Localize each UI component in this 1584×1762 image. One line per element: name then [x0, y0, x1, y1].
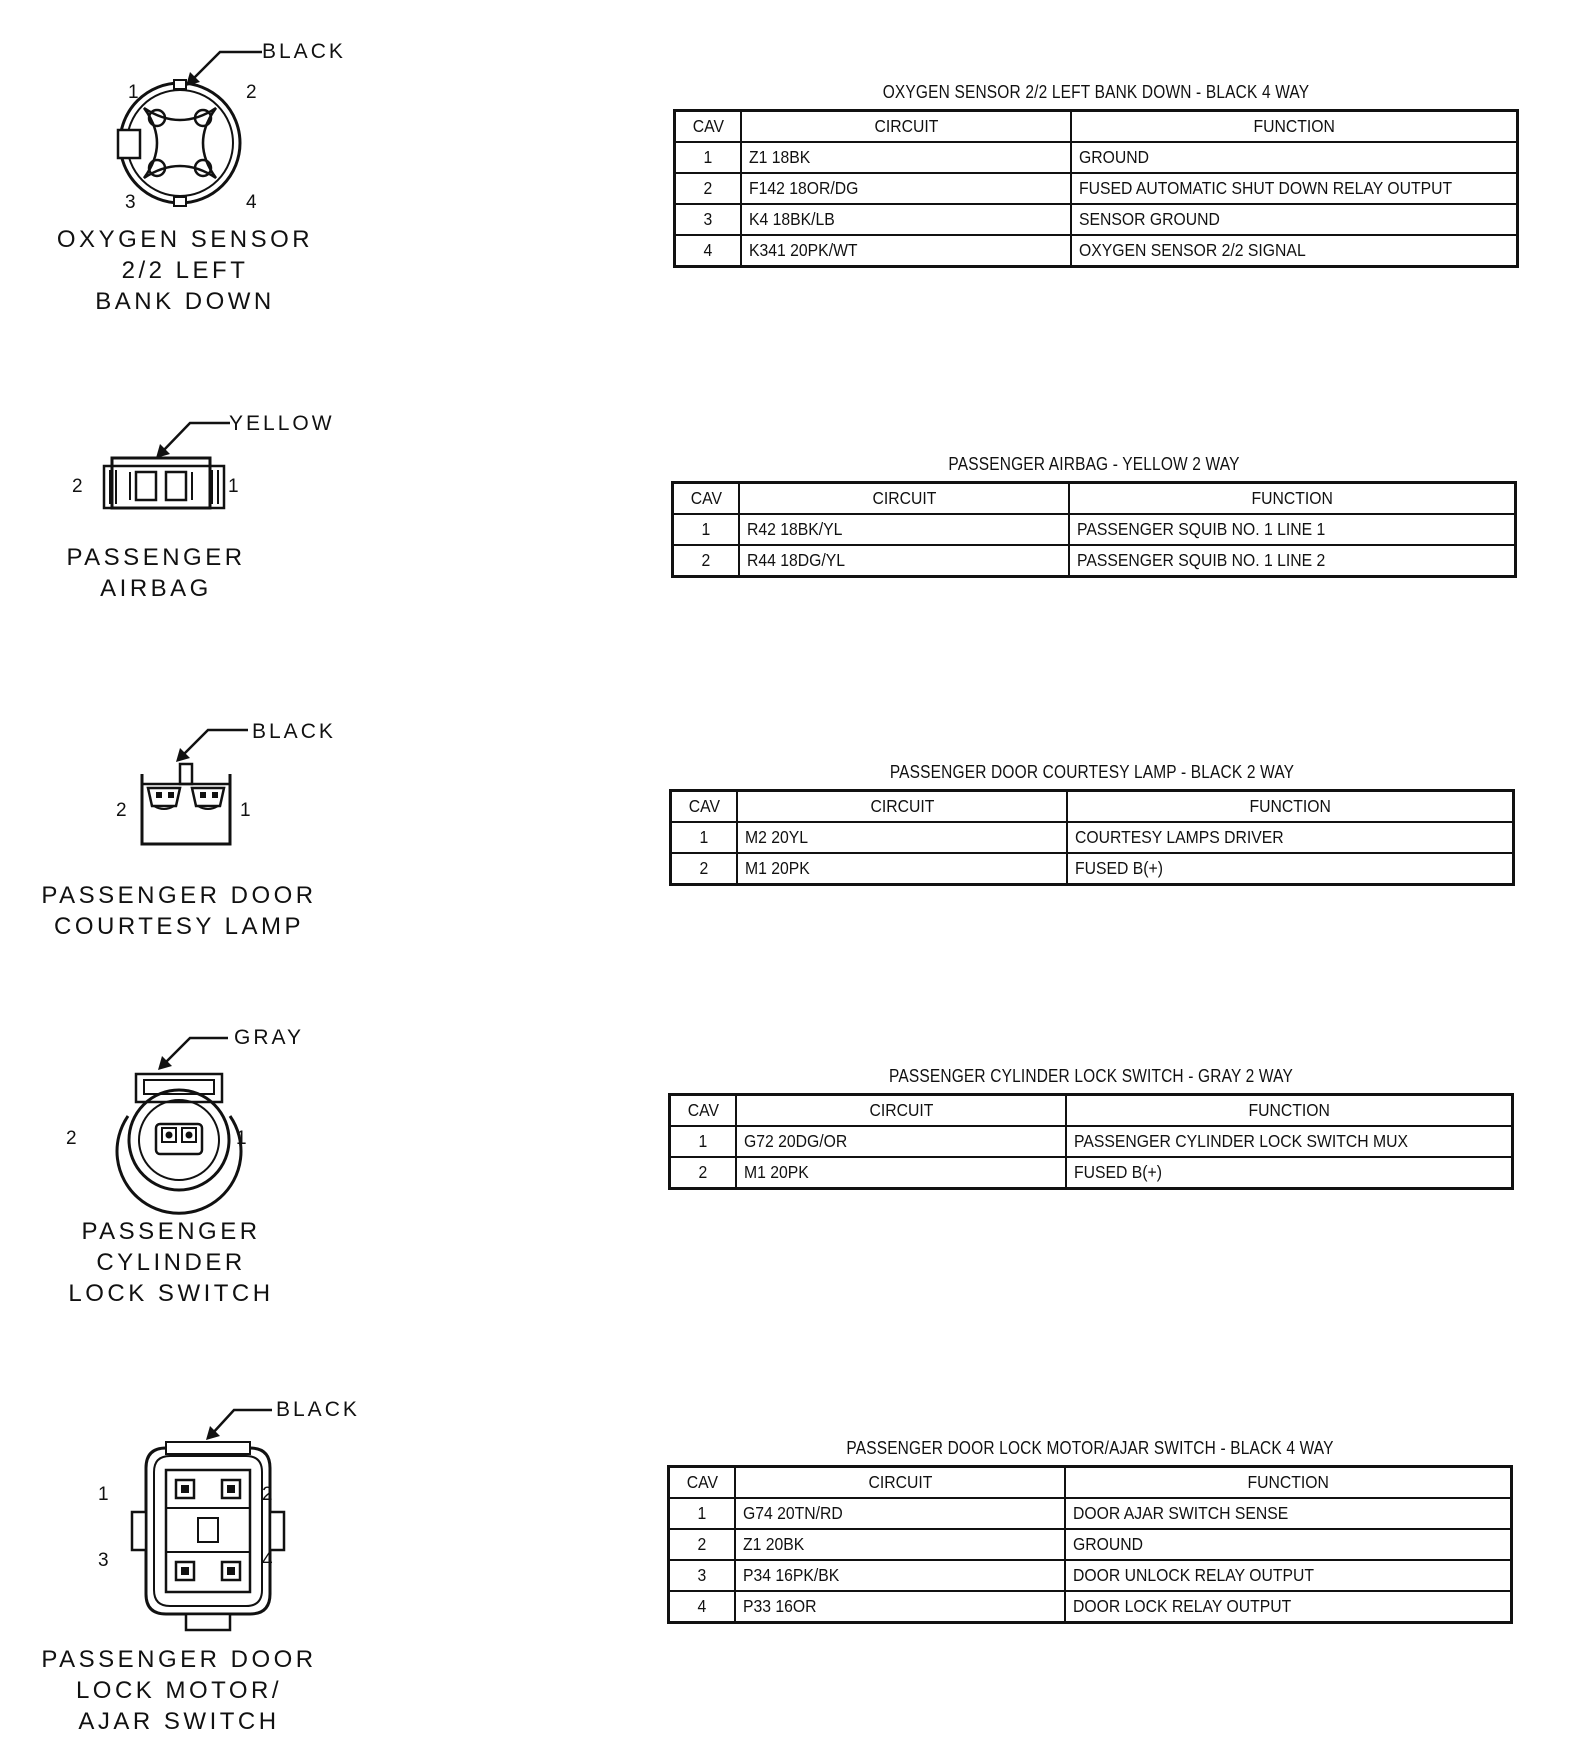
column-header-cav: CAV: [669, 1467, 736, 1499]
table-row: [670, 1157, 1513, 1189]
table-header-row: [669, 1467, 1512, 1499]
function-cell: FUSED AUTOMATIC SHUT DOWN RELAY OUTPUT: [1071, 173, 1518, 204]
table-row: [675, 173, 1518, 204]
connector-diagram-cylinder-lock-switch: [40, 1020, 380, 1320]
column-header-function: FUNCTION: [1067, 791, 1514, 823]
pinout-table-cylinder-lock-switch: [668, 1066, 1514, 1190]
function-cell: DOOR UNLOCK RELAY OUTPUT: [1065, 1560, 1512, 1591]
pinout-table-door-lock-motor: [667, 1438, 1513, 1624]
cav-cell: 1: [669, 1498, 736, 1529]
circuit-cell: F142 18OR/DG: [741, 173, 1071, 204]
connector-color-label: GRAY: [234, 1026, 304, 1049]
caption-line: BANK DOWN: [95, 288, 275, 315]
circuit-cell: R42 18BK/YL: [739, 514, 1069, 545]
table-title: OXYGEN SENSOR 2/2 LEFT BANK DOWN - BLACK 4 WAY: [882, 82, 1310, 102]
column-header-circuit: CIRCUIT: [739, 483, 1069, 515]
pinout-table: [668, 1093, 1514, 1190]
cav-cell: 3: [675, 204, 742, 235]
pinout-table-oxygen-sensor: [673, 82, 1519, 268]
table-title: PASSENGER DOOR LOCK MOTOR/AJAR SWITCH - BLACK 4 WAY: [846, 1438, 1334, 1458]
cav-cell: 1: [673, 514, 740, 545]
caption-line: LOCK SWITCH: [68, 1280, 274, 1307]
column-header-circuit: CIRCUIT: [735, 1467, 1065, 1499]
column-header-function: FUNCTION: [1071, 111, 1518, 143]
table-title: PASSENGER AIRBAG - YELLOW 2 WAY: [948, 454, 1240, 474]
pin-label-2: 2: [116, 800, 127, 821]
circuit-cell: K341 20PK/WT: [741, 235, 1071, 267]
pin-label-2: 2: [66, 1128, 77, 1149]
pin-label-1: 1: [128, 82, 139, 103]
connector-diagram-door-lock-motor: [40, 1392, 380, 1762]
pin-label-1: 1: [236, 1128, 247, 1149]
table-row: [675, 142, 1518, 173]
column-header-function: FUNCTION: [1065, 1467, 1512, 1499]
circuit-cell: M1 20PK: [737, 853, 1067, 885]
pin-label-2: 2: [72, 476, 83, 497]
function-cell: COURTESY LAMPS DRIVER: [1067, 822, 1514, 853]
cav-cell: 2: [673, 545, 740, 577]
cav-cell: 3: [669, 1560, 736, 1591]
pin-label-3: 3: [125, 192, 136, 213]
caption-line: LOCK MOTOR/: [75, 1677, 283, 1704]
table-row: [669, 1498, 1512, 1529]
caption-line: PASSENGER DOOR: [41, 1646, 317, 1673]
function-cell: OXYGEN SENSOR 2/2 SIGNAL: [1071, 235, 1518, 267]
pinout-table-courtesy-lamp: [669, 762, 1515, 886]
connector-diagram-oxygen-sensor: [40, 0, 380, 315]
cav-cell: 4: [669, 1591, 736, 1623]
connector-caption: [20, 542, 292, 604]
circuit-cell: G74 20TN/RD: [735, 1498, 1065, 1529]
pin-label-3: 3: [98, 1550, 109, 1571]
table-row: [669, 1529, 1512, 1560]
cav-cell: 2: [671, 853, 738, 885]
pin-label-1: 1: [228, 476, 239, 497]
table-row: [669, 1591, 1512, 1623]
circuit-cell: M1 20PK: [736, 1157, 1066, 1189]
circuit-cell: R44 18DG/YL: [739, 545, 1069, 577]
function-cell: PASSENGER SQUIB NO. 1 LINE 1: [1069, 514, 1516, 545]
caption-line: PASSENGER DOOR: [41, 882, 317, 909]
connector-color-label: BLACK: [252, 720, 336, 743]
cav-cell: 2: [670, 1157, 737, 1189]
column-header-cav: CAV: [670, 1095, 737, 1127]
caption-line: CYLINDER: [96, 1249, 246, 1276]
cav-cell: 1: [671, 822, 738, 853]
table-header-row: [671, 791, 1514, 823]
pin-label-1: 1: [240, 800, 251, 821]
pin-label-4: 4: [246, 192, 257, 213]
connector-caption: [34, 880, 324, 942]
pin-label-1: 1: [98, 1484, 109, 1505]
table-header-row: [670, 1095, 1513, 1127]
column-header-circuit: CIRCUIT: [736, 1095, 1066, 1127]
cav-cell: 1: [670, 1126, 737, 1157]
function-cell: PASSENGER CYLINDER LOCK SWITCH MUX: [1066, 1126, 1513, 1157]
pinout-table: [673, 109, 1519, 268]
caption-line: COURTESY LAMP: [53, 913, 304, 940]
circuit-cell: Z1 18BK: [741, 142, 1071, 173]
table-row: [673, 545, 1516, 577]
cav-cell: 2: [675, 173, 742, 204]
function-cell: DOOR AJAR SWITCH SENSE: [1065, 1498, 1512, 1529]
pinout-table: [669, 789, 1515, 886]
pinout-table-passenger-airbag: [671, 454, 1517, 578]
pin-label-2: 2: [262, 1484, 273, 1505]
column-header-cav: CAV: [671, 791, 738, 823]
column-header-circuit: CIRCUIT: [741, 111, 1071, 143]
cav-cell: 1: [675, 142, 742, 173]
connector-diagram-passenger-airbag: [40, 370, 380, 670]
table-row: [670, 1126, 1513, 1157]
table-title: PASSENGER DOOR COURTESY LAMP - BLACK 2 WAY: [889, 762, 1295, 782]
table-title: PASSENGER CYLINDER LOCK SWITCH - GRAY 2 WAY: [889, 1066, 1293, 1086]
caption-line: AJAR SWITCH: [78, 1708, 280, 1735]
column-header-circuit: CIRCUIT: [737, 791, 1067, 823]
function-cell: DOOR LOCK RELAY OUTPUT: [1065, 1591, 1512, 1623]
cav-cell: 2: [669, 1529, 736, 1560]
pinout-table: [667, 1465, 1513, 1624]
pin-label-4: 4: [262, 1550, 273, 1571]
connector-caption: [26, 1216, 316, 1309]
circuit-cell: K4 18BK/LB: [741, 204, 1071, 235]
column-header-function: FUNCTION: [1066, 1095, 1513, 1127]
circuit-cell: M2 20YL: [737, 822, 1067, 853]
caption-line: 2/2 LEFT: [121, 257, 249, 284]
table-row: [669, 1560, 1512, 1591]
table-header-row: [675, 111, 1518, 143]
table-row: [675, 235, 1518, 267]
function-cell: FUSED B(+): [1066, 1157, 1513, 1189]
column-header-cav: CAV: [673, 483, 740, 515]
column-header-cav: CAV: [675, 111, 742, 143]
function-cell: FUSED B(+): [1067, 853, 1514, 885]
function-cell: GROUND: [1071, 142, 1518, 173]
table-header-row: [673, 483, 1516, 515]
table-row: [675, 204, 1518, 235]
connector-diagram-courtesy-lamp: [40, 716, 380, 1016]
caption-line: PASSENGER: [66, 544, 246, 571]
circuit-cell: Z1 20BK: [735, 1529, 1065, 1560]
circuit-cell: G72 20DG/OR: [736, 1126, 1066, 1157]
connector-color-label: BLACK: [262, 40, 346, 63]
connector-caption: [40, 224, 330, 317]
caption-line: OXYGEN SENSOR: [56, 226, 314, 253]
table-row: [671, 822, 1514, 853]
courtesy-lamp-connector-icon: [40, 716, 380, 1016]
function-cell: SENSOR GROUND: [1071, 204, 1518, 235]
circuit-cell: P33 16OR: [735, 1591, 1065, 1623]
function-cell: PASSENGER SQUIB NO. 1 LINE 2: [1069, 545, 1516, 577]
connector-caption: [34, 1644, 324, 1737]
connector-color-label: YELLOW: [229, 412, 335, 435]
cav-cell: 4: [675, 235, 742, 267]
function-cell: GROUND: [1065, 1529, 1512, 1560]
table-row: [671, 853, 1514, 885]
caption-line: AIRBAG: [100, 575, 212, 602]
connector-color-label: BLACK: [276, 1398, 360, 1421]
caption-line: PASSENGER: [81, 1218, 261, 1245]
table-row: [673, 514, 1516, 545]
pinout-table: [671, 481, 1517, 578]
pin-label-2: 2: [246, 82, 257, 103]
circuit-cell: P34 16PK/BK: [735, 1560, 1065, 1591]
column-header-function: FUNCTION: [1069, 483, 1516, 515]
